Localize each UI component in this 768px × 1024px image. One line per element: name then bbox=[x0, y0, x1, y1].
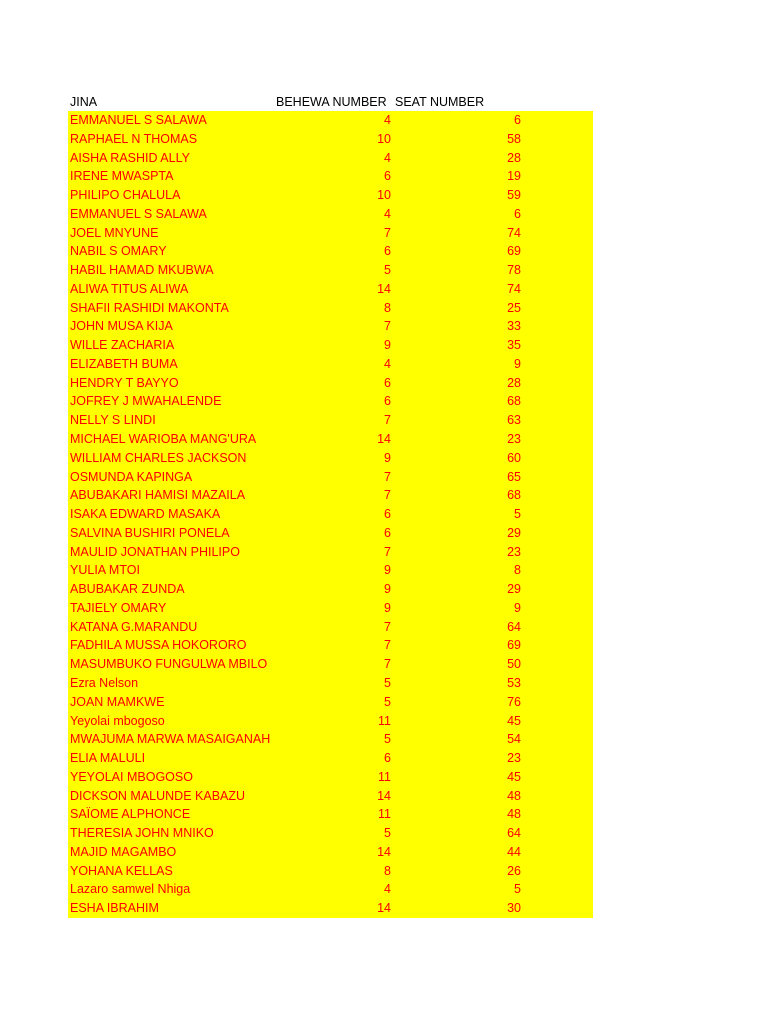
passenger-name: THERESIA JOHN MNIKO bbox=[70, 826, 214, 841]
passenger-name: TAJIELY OMARY bbox=[70, 600, 167, 615]
passenger-name: DICKSON MALUNDE KABAZU bbox=[70, 788, 246, 803]
behewa-number: 6 bbox=[384, 507, 391, 522]
behewa-number: 6 bbox=[384, 244, 391, 259]
header-name: JINA bbox=[70, 95, 98, 109]
seat-number: 35 bbox=[507, 338, 521, 353]
behewa-number: 10 bbox=[377, 188, 391, 203]
seat-number: 19 bbox=[507, 169, 521, 184]
table-row bbox=[68, 824, 593, 843]
seat-number: 5 bbox=[514, 507, 521, 522]
behewa-number: 7 bbox=[384, 413, 391, 428]
table-row bbox=[68, 336, 593, 355]
table-row bbox=[68, 862, 593, 881]
table-row bbox=[68, 561, 593, 580]
seat-number: 74 bbox=[507, 281, 521, 296]
table-body bbox=[68, 111, 593, 918]
behewa-number: 6 bbox=[384, 375, 391, 390]
seat-number: 60 bbox=[507, 450, 521, 465]
seat-number: 76 bbox=[507, 694, 521, 709]
passenger-name: FADHILA MUSSA HOKORORO bbox=[70, 638, 247, 653]
passenger-name: ALIWA TITUS ALIWA bbox=[70, 281, 189, 296]
table-row bbox=[68, 261, 593, 280]
header-behewa-number: BEHEWA NUMBER bbox=[276, 95, 387, 109]
passenger-name: ELIA MALULI bbox=[70, 751, 146, 766]
passenger-name: YEYOLAI MBOGOSO bbox=[70, 769, 193, 784]
passenger-name: OSMUNDA KAPINGA bbox=[70, 469, 193, 484]
behewa-number: 4 bbox=[384, 882, 391, 897]
seat-number: 29 bbox=[507, 582, 521, 597]
behewa-number: 6 bbox=[384, 525, 391, 540]
seat-number: 53 bbox=[507, 675, 521, 690]
seat-number: 23 bbox=[507, 751, 521, 766]
behewa-number: 9 bbox=[384, 563, 391, 578]
table-row bbox=[68, 186, 593, 205]
behewa-number: 5 bbox=[384, 263, 391, 278]
passenger-name: WILLIAM CHARLES JACKSON bbox=[70, 450, 247, 465]
seat-number: 23 bbox=[507, 544, 521, 559]
table-row bbox=[68, 430, 593, 449]
behewa-number: 4 bbox=[384, 113, 391, 127]
seat-number: 48 bbox=[507, 788, 521, 803]
table-row bbox=[68, 768, 593, 787]
passenger-name: AISHA RASHID ALLY bbox=[70, 150, 190, 165]
seat-list-table bbox=[68, 93, 593, 918]
seat-number: 9 bbox=[514, 600, 521, 615]
passenger-name: EMMANUEL S SALAWA bbox=[70, 113, 207, 127]
behewa-number: 9 bbox=[384, 450, 391, 465]
table-row bbox=[68, 505, 593, 524]
seat-number: 65 bbox=[507, 469, 521, 484]
table-row bbox=[68, 449, 593, 468]
table-row bbox=[68, 167, 593, 186]
seat-number: 26 bbox=[507, 863, 521, 878]
passenger-name: Yeyolai mbogoso bbox=[70, 713, 165, 728]
table-row bbox=[68, 130, 593, 149]
table-row bbox=[68, 299, 593, 318]
seat-number: 30 bbox=[507, 901, 521, 916]
table-row bbox=[68, 411, 593, 430]
table-row bbox=[68, 524, 593, 543]
table-row bbox=[68, 805, 593, 824]
behewa-number: 8 bbox=[384, 300, 391, 315]
passenger-name: IRENE MWASPTA bbox=[70, 169, 174, 184]
behewa-number: 14 bbox=[377, 432, 391, 447]
behewa-number: 6 bbox=[384, 394, 391, 409]
passenger-name: MASUMBUKO FUNGULWA MBILO bbox=[70, 657, 268, 672]
behewa-number: 4 bbox=[384, 356, 391, 371]
behewa-number: 11 bbox=[378, 769, 391, 784]
table-row bbox=[68, 486, 593, 505]
table-row bbox=[68, 242, 593, 261]
behewa-number: 6 bbox=[384, 751, 391, 766]
passenger-name: MAJID MAGAMBO bbox=[70, 844, 177, 859]
behewa-number: 11 bbox=[378, 807, 391, 822]
behewa-number: 7 bbox=[384, 657, 391, 672]
passenger-name: HENDRY T BAYYO bbox=[70, 375, 179, 390]
behewa-number: 9 bbox=[384, 338, 391, 353]
table-header bbox=[68, 93, 593, 111]
passenger-name: MICHAEL WARIOBA MANG'URA bbox=[70, 432, 257, 447]
behewa-number: 7 bbox=[384, 544, 391, 559]
seat-number: 50 bbox=[507, 657, 521, 672]
passenger-name: RAPHAEL N THOMAS bbox=[70, 131, 198, 146]
table-row bbox=[68, 655, 593, 674]
seat-number: 5 bbox=[514, 882, 521, 897]
behewa-number: 14 bbox=[377, 844, 391, 859]
behewa-number: 10 bbox=[377, 131, 391, 146]
table-row bbox=[68, 543, 593, 562]
behewa-number: 5 bbox=[384, 826, 391, 841]
passenger-name: NELLY S LINDI bbox=[70, 413, 156, 428]
seat-number: 29 bbox=[507, 525, 521, 540]
seat-number: 54 bbox=[507, 732, 521, 747]
seat-number: 48 bbox=[507, 807, 521, 822]
table-row bbox=[68, 374, 593, 393]
seat-number: 78 bbox=[507, 263, 521, 278]
seat-number: 68 bbox=[507, 488, 521, 503]
table-row bbox=[68, 712, 593, 731]
passenger-name: ELIZABETH BUMA bbox=[70, 356, 178, 371]
table-row bbox=[68, 787, 593, 806]
passenger-name: MWAJUMA MARWA MASAIGANAH bbox=[70, 732, 271, 747]
table-row bbox=[68, 749, 593, 768]
seat-number: 59 bbox=[507, 188, 521, 203]
seat-number: 64 bbox=[507, 619, 521, 634]
passenger-name: YULIA MTOI bbox=[70, 563, 140, 578]
passenger-name: PHILIPO CHALULA bbox=[70, 188, 181, 203]
table-row bbox=[68, 111, 593, 130]
behewa-number: 7 bbox=[384, 469, 391, 484]
seat-number: 33 bbox=[507, 319, 521, 334]
seat-number: 58 bbox=[507, 131, 521, 146]
table-row bbox=[68, 580, 593, 599]
seat-number: 25 bbox=[507, 300, 521, 315]
passenger-name: ISAKA EDWARD MASAKA bbox=[70, 507, 221, 522]
header-seat-number: SEAT NUMBER bbox=[395, 95, 485, 109]
behewa-number: 4 bbox=[384, 206, 391, 221]
behewa-number: 5 bbox=[384, 675, 391, 690]
table-row bbox=[68, 355, 593, 374]
behewa-number: 4 bbox=[384, 150, 391, 165]
seat-number: 45 bbox=[507, 769, 521, 784]
behewa-number: 5 bbox=[384, 732, 391, 747]
seat-number: 8 bbox=[514, 563, 521, 578]
behewa-number: 9 bbox=[384, 600, 391, 615]
table-row bbox=[68, 636, 593, 655]
table-row bbox=[68, 149, 593, 168]
passenger-name: HABIL HAMAD MKUBWA bbox=[70, 263, 214, 278]
passenger-name: NABIL S OMARY bbox=[70, 244, 167, 259]
seat-number: 44 bbox=[507, 844, 521, 859]
table-row bbox=[68, 693, 593, 712]
seat-number: 6 bbox=[514, 206, 521, 221]
table-row bbox=[68, 224, 593, 243]
table-row bbox=[68, 674, 593, 693]
passenger-name: MAULID JONATHAN PHILIPO bbox=[70, 544, 240, 559]
passenger-name: ABUBAKARI HAMISI MAZAILA bbox=[70, 488, 246, 503]
behewa-number: 7 bbox=[384, 638, 391, 653]
behewa-number: 7 bbox=[384, 319, 391, 334]
seat-number: 69 bbox=[507, 244, 521, 259]
passenger-name: KATANA G.MARANDU bbox=[70, 619, 198, 634]
behewa-number: 14 bbox=[377, 901, 391, 916]
behewa-number: 5 bbox=[384, 694, 391, 709]
table-row bbox=[68, 205, 593, 224]
behewa-number: 14 bbox=[377, 788, 391, 803]
passenger-name: SAÏOME ALPHONCE bbox=[70, 807, 191, 822]
passenger-name: SHAFII RASHIDI MAKONTA bbox=[70, 300, 229, 315]
seat-number: 74 bbox=[507, 225, 521, 240]
table-row bbox=[68, 599, 593, 618]
passenger-name: Ezra Nelson bbox=[70, 675, 139, 690]
seat-number: 64 bbox=[507, 826, 521, 841]
passenger-name: ESHA IBRAHIM bbox=[70, 901, 159, 916]
seat-number: 69 bbox=[507, 638, 521, 653]
passenger-name: EMMANUEL S SALAWA bbox=[70, 206, 207, 221]
passenger-name: ABUBAKAR ZUNDA bbox=[70, 582, 185, 597]
behewa-number: 11 bbox=[378, 713, 391, 728]
passenger-name: SALVINA BUSHIRI PONELA bbox=[70, 525, 230, 540]
behewa-number: 7 bbox=[384, 619, 391, 634]
seat-number: 45 bbox=[507, 713, 521, 728]
table-row bbox=[68, 468, 593, 487]
passenger-name: JOAN MAMKWE bbox=[70, 694, 165, 709]
seat-number: 23 bbox=[507, 432, 521, 447]
table-row bbox=[68, 843, 593, 862]
seat-number: 28 bbox=[507, 375, 521, 390]
seat-number: 63 bbox=[507, 413, 521, 428]
behewa-number: 7 bbox=[384, 225, 391, 240]
table-row bbox=[68, 618, 593, 637]
table-row bbox=[68, 392, 593, 411]
table-row bbox=[68, 899, 593, 918]
passenger-name: JOEL MNYUNE bbox=[70, 225, 159, 240]
seat-number: 9 bbox=[514, 356, 521, 371]
passenger-name: JOHN MUSA KIJA bbox=[70, 319, 173, 334]
table-row bbox=[68, 280, 593, 299]
seat-number: 68 bbox=[507, 394, 521, 409]
passenger-name: JOFREY J MWAHALENDE bbox=[70, 394, 222, 409]
behewa-number: 14 bbox=[377, 281, 391, 296]
seat-number: 28 bbox=[507, 150, 521, 165]
passenger-name: Lazaro samwel Nhiga bbox=[70, 882, 191, 897]
table-row bbox=[68, 730, 593, 749]
behewa-number: 7 bbox=[384, 488, 391, 503]
behewa-number: 6 bbox=[384, 169, 391, 184]
seat-number: 6 bbox=[514, 113, 521, 127]
behewa-number: 9 bbox=[384, 582, 391, 597]
passenger-name: YOHANA KELLAS bbox=[70, 863, 173, 878]
behewa-number: 8 bbox=[384, 863, 391, 878]
table-row bbox=[68, 880, 593, 899]
passenger-name: WILLE ZACHARIA bbox=[70, 338, 175, 353]
table-row bbox=[68, 317, 593, 336]
